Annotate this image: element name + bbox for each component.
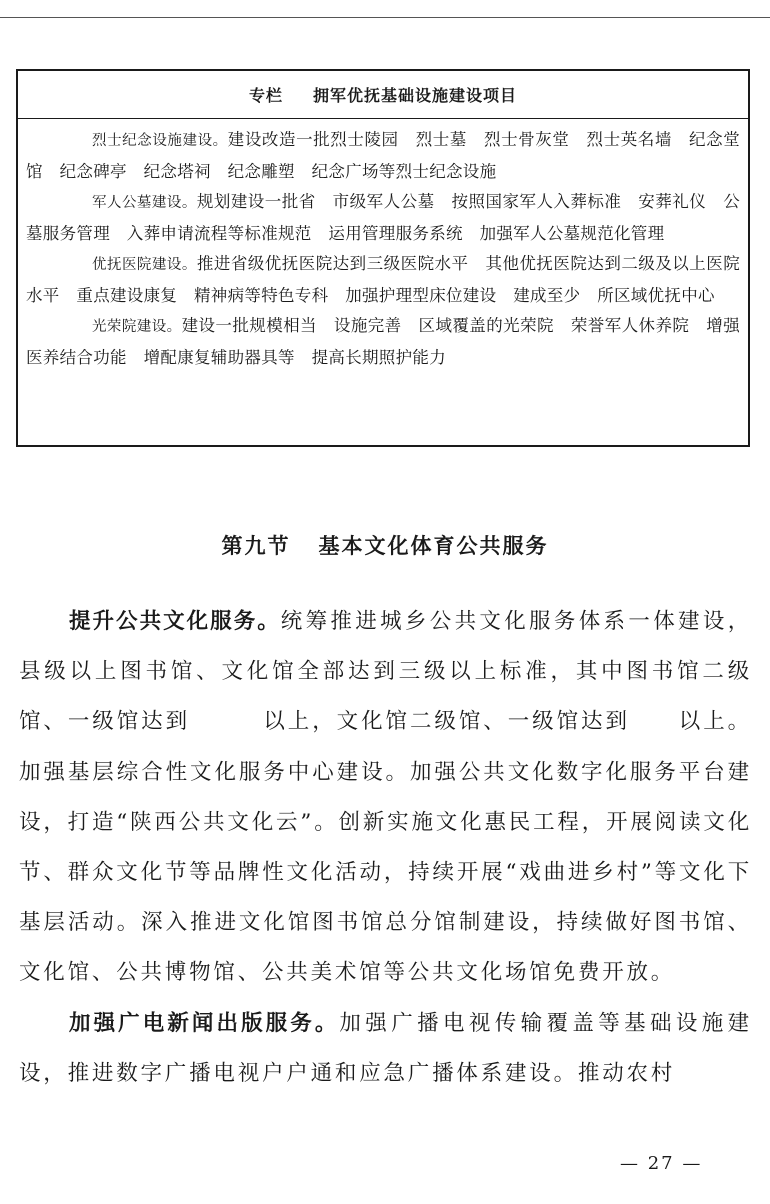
column-item-lead: 光荣院建设。 — [92, 319, 182, 335]
column-item-lead: 军人公墓建设。 — [92, 195, 197, 211]
column-item — [26, 187, 740, 249]
column-item-text: 建设改造一批烈士陵园 烈士墓 烈士骨灰堂 烈士英名墙 纪念堂馆 纪念碑亭 纪念塔祠 纪念雕塑 纪念广场等烈士纪念设施 — [26, 130, 741, 181]
column-item-text: 建设一批规模相当 设施完善 区域覆盖的光荣院 荣誉军人休养院 增强医养结合功能 增配康复辅助器具等 提高长期照护能力 — [26, 316, 740, 367]
page-number: — 27 — — [620, 1153, 703, 1174]
paragraph-lead: 加强广电新闻出版服务。 — [69, 1010, 340, 1036]
column-item-text: 推进省级优抚医院达到三级医院水平 其他优抚医院达到二级及以上医院水平 重点建设康复 精神病等特色专科 加强护理型床位建设 建成至少 所区域优抚中心 — [26, 254, 740, 305]
paragraph-lead: 提升公共文化服务。 — [69, 609, 281, 634]
paragraph — [19, 597, 752, 999]
section-heading — [0, 530, 770, 560]
column-box — [16, 69, 750, 447]
paragraph-text: 统筹推进城乡公共文化服务体系一体建设，县级以上图书馆、文化馆全部达到三级以上标准，其中图书馆二级馆、一级馆达到 以上，文化馆二级馆、一级馆达到 以上。加强基层综合性文化服务中心建设。加强公共文化数字化服务平台建设，打造“陕西公共文化云”。创新实施文化惠民工程，开展阅读文化节、群众文化节等品牌性文化活动，持续开展“戏曲进乡村”等文化下基层活动。深入推进文化馆图书馆总分馆制建设，持续做好图书馆、文化馆、公共博物馆、公共美术馆等公共文化场馆免费开放。 — [19, 609, 752, 986]
column-item-lead: 烈士纪念设施建设。 — [92, 133, 228, 149]
column-item — [26, 311, 740, 373]
column-box-body — [18, 119, 748, 373]
column-item — [26, 125, 740, 187]
column-label: 专栏 — [248, 86, 283, 105]
column-box-header — [18, 71, 748, 119]
column-item-text: 规划建设一批省 市级军人公墓 按照国家军人入葬标准 安葬礼仪 公墓服务管理 入葬申请流程等标准规范 运用管理服务系统 加强军人公墓规范化管理 — [26, 192, 740, 243]
paragraph-text: 加强广播电视传输覆盖等基础设施建设，推进数字广播电视户户通和应急广播体系建设。推动农村 — [19, 1010, 752, 1086]
paragraph — [19, 999, 752, 1099]
column-item — [26, 249, 740, 311]
column-item-lead: 优抚医院建设。 — [92, 257, 197, 273]
top-rule — [0, 17, 770, 18]
section-title: 基本文化体育公共服务 — [318, 534, 549, 558]
body-text — [19, 597, 752, 1099]
column-title: 拥军优抚基础设施建设项目 — [313, 86, 518, 105]
section-number: 第九节 — [221, 534, 291, 558]
